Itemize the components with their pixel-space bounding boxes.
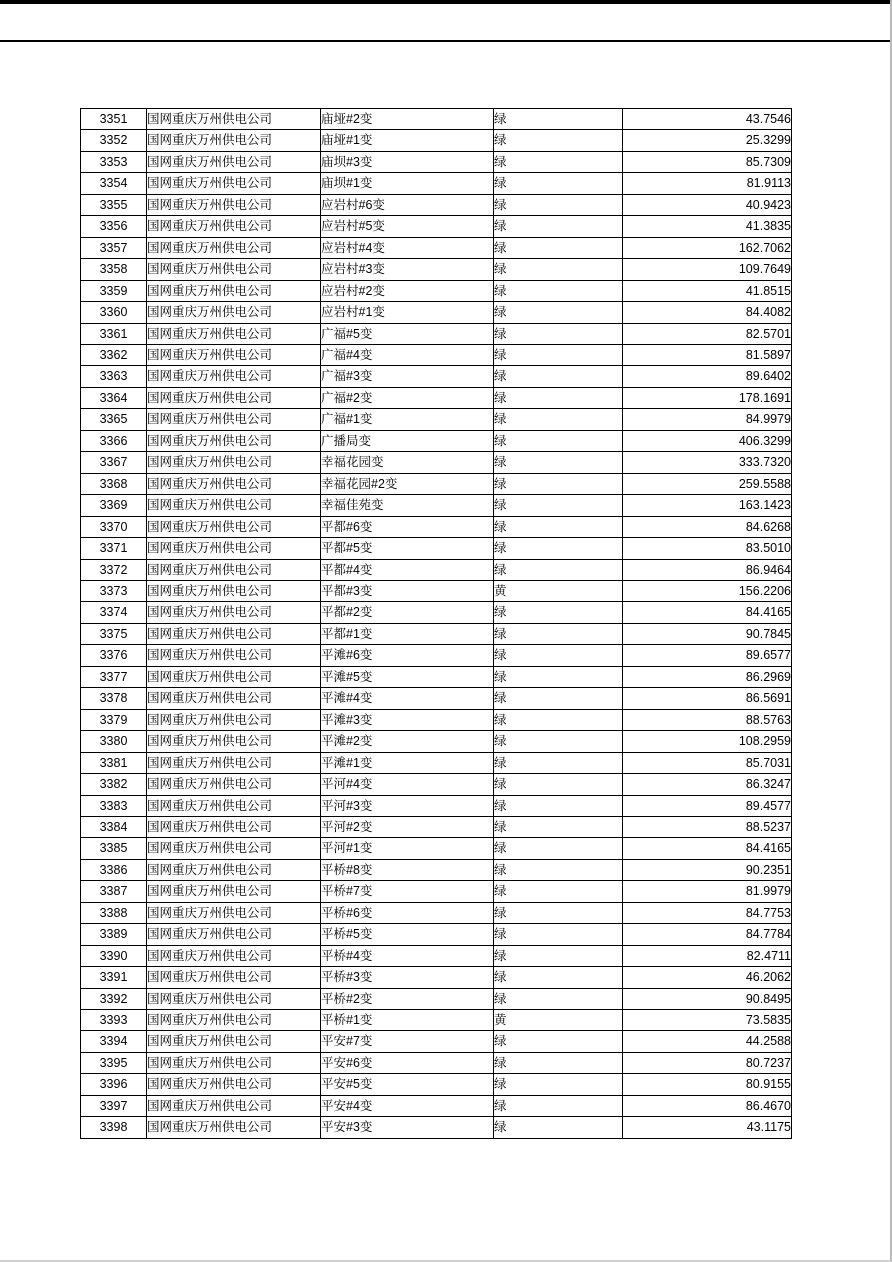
table-row — [81, 988, 792, 1009]
cell-company: 国网重庆万州供电公司 — [147, 366, 321, 387]
cell-station: 广福#2变 — [321, 387, 494, 408]
table-row — [81, 387, 792, 408]
cell-status: 绿 — [494, 280, 623, 301]
cell-company: 国网重庆万州供电公司 — [147, 731, 321, 752]
cell-index: 3357 — [81, 237, 147, 258]
cell-status: 绿 — [494, 516, 623, 537]
cell-status: 绿 — [494, 538, 623, 559]
cell-status: 绿 — [494, 173, 623, 194]
cell-status: 绿 — [494, 902, 623, 923]
cell-status: 绿 — [494, 259, 623, 280]
cell-station: 平河#4变 — [321, 774, 494, 795]
table-row — [81, 1095, 792, 1116]
cell-station: 庙坝#1变 — [321, 173, 494, 194]
cell-company: 国网重庆万州供电公司 — [147, 559, 321, 580]
cell-company: 国网重庆万州供电公司 — [147, 1095, 321, 1116]
cell-value: 86.5691 — [623, 688, 792, 709]
cell-company: 国网重庆万州供电公司 — [147, 173, 321, 194]
cell-company: 国网重庆万州供电公司 — [147, 516, 321, 537]
table-row — [81, 216, 792, 237]
cell-station: 应岩村#3变 — [321, 259, 494, 280]
cell-value: 85.7309 — [623, 151, 792, 172]
cell-station: 平都#6变 — [321, 516, 494, 537]
cell-index: 3364 — [81, 387, 147, 408]
cell-index: 3359 — [81, 280, 147, 301]
cell-company: 国网重庆万州供电公司 — [147, 387, 321, 408]
cell-station: 平安#3变 — [321, 1117, 494, 1138]
cell-index: 3377 — [81, 666, 147, 687]
cell-index: 3362 — [81, 344, 147, 365]
cell-index: 3370 — [81, 516, 147, 537]
cell-status: 绿 — [494, 859, 623, 880]
cell-station: 庙坝#3变 — [321, 151, 494, 172]
cell-company: 国网重庆万州供电公司 — [147, 859, 321, 880]
cell-company: 国网重庆万州供电公司 — [147, 302, 321, 323]
cell-status: 绿 — [494, 366, 623, 387]
cell-company: 国网重庆万州供电公司 — [147, 151, 321, 172]
cell-index: 3360 — [81, 302, 147, 323]
table-row — [81, 602, 792, 623]
cell-value: 89.6402 — [623, 366, 792, 387]
cell-company: 国网重庆万州供电公司 — [147, 988, 321, 1009]
cell-index: 3368 — [81, 473, 147, 494]
cell-station: 广福#5变 — [321, 323, 494, 344]
table-row — [81, 259, 792, 280]
table-row — [81, 430, 792, 451]
cell-station: 广播局变 — [321, 430, 494, 451]
cell-station: 广福#1变 — [321, 409, 494, 430]
cell-company: 国网重庆万州供电公司 — [147, 580, 321, 601]
cell-value: 81.9979 — [623, 881, 792, 902]
cell-index: 3389 — [81, 924, 147, 945]
cell-company: 国网重庆万州供电公司 — [147, 902, 321, 923]
cell-company: 国网重庆万州供电公司 — [147, 194, 321, 215]
cell-index: 3396 — [81, 1074, 147, 1095]
cell-index: 3384 — [81, 816, 147, 837]
cell-company: 国网重庆万州供电公司 — [147, 237, 321, 258]
cell-status: 绿 — [494, 967, 623, 988]
cell-company: 国网重庆万州供电公司 — [147, 1010, 321, 1031]
cell-company: 国网重庆万州供电公司 — [147, 795, 321, 816]
cell-status: 绿 — [494, 344, 623, 365]
cell-value: 90.7845 — [623, 623, 792, 644]
cell-index: 3367 — [81, 452, 147, 473]
cell-station: 平河#2变 — [321, 816, 494, 837]
cell-index: 3393 — [81, 1010, 147, 1031]
cell-index: 3390 — [81, 945, 147, 966]
cell-value: 156.2206 — [623, 580, 792, 601]
cell-index: 3352 — [81, 130, 147, 151]
cell-index: 3355 — [81, 194, 147, 215]
cell-status: 绿 — [494, 216, 623, 237]
table-row — [81, 194, 792, 215]
cell-status: 黄 — [494, 580, 623, 601]
cell-status: 绿 — [494, 323, 623, 344]
cell-station: 应岩村#6变 — [321, 194, 494, 215]
cell-index: 3391 — [81, 967, 147, 988]
cell-company: 国网重庆万州供电公司 — [147, 688, 321, 709]
cell-value: 84.9979 — [623, 409, 792, 430]
table-row — [81, 902, 792, 923]
cell-status: 绿 — [494, 602, 623, 623]
cell-station: 幸福佳苑变 — [321, 495, 494, 516]
table-row — [81, 280, 792, 301]
cell-company: 国网重庆万州供电公司 — [147, 623, 321, 644]
table-row — [81, 173, 792, 194]
table-row — [81, 859, 792, 880]
cell-status: 绿 — [494, 473, 623, 494]
cell-company: 国网重庆万州供电公司 — [147, 967, 321, 988]
cell-status: 绿 — [494, 302, 623, 323]
cell-station: 应岩村#4变 — [321, 237, 494, 258]
cell-company: 国网重庆万州供电公司 — [147, 924, 321, 945]
cell-value: 82.4711 — [623, 945, 792, 966]
cell-station: 平安#6变 — [321, 1052, 494, 1073]
cell-status: 绿 — [494, 988, 623, 1009]
cell-company: 国网重庆万州供电公司 — [147, 109, 321, 130]
cell-value: 333.7320 — [623, 452, 792, 473]
cell-company: 国网重庆万州供电公司 — [147, 495, 321, 516]
cell-index: 3388 — [81, 902, 147, 923]
cell-company: 国网重庆万州供电公司 — [147, 1117, 321, 1138]
cell-index: 3382 — [81, 774, 147, 795]
cell-value: 88.5237 — [623, 816, 792, 837]
cell-index: 3371 — [81, 538, 147, 559]
table-row — [81, 344, 792, 365]
cell-index: 3365 — [81, 409, 147, 430]
cell-value: 406.3299 — [623, 430, 792, 451]
table-body — [81, 109, 792, 1139]
cell-index: 3397 — [81, 1095, 147, 1116]
table-row — [81, 816, 792, 837]
cell-company: 国网重庆万州供电公司 — [147, 1074, 321, 1095]
cell-status: 绿 — [494, 1031, 623, 1052]
cell-index: 3353 — [81, 151, 147, 172]
cell-company: 国网重庆万州供电公司 — [147, 323, 321, 344]
cell-station: 广福#3变 — [321, 366, 494, 387]
table-row — [81, 409, 792, 430]
cell-value: 81.5897 — [623, 344, 792, 365]
cell-station: 幸福花园变 — [321, 452, 494, 473]
cell-index: 3366 — [81, 430, 147, 451]
cell-status: 绿 — [494, 130, 623, 151]
cell-status: 绿 — [494, 1095, 623, 1116]
cell-station: 平滩#2变 — [321, 731, 494, 752]
cell-status: 黄 — [494, 1010, 623, 1031]
cell-value: 109.7649 — [623, 259, 792, 280]
table-row — [81, 1117, 792, 1138]
cell-index: 3372 — [81, 559, 147, 580]
cell-station: 平桥#3变 — [321, 967, 494, 988]
cell-value: 90.8495 — [623, 988, 792, 1009]
cell-status: 绿 — [494, 816, 623, 837]
cell-status: 绿 — [494, 109, 623, 130]
cell-status: 绿 — [494, 1117, 623, 1138]
cell-company: 国网重庆万州供电公司 — [147, 280, 321, 301]
table-row — [81, 838, 792, 859]
cell-company: 国网重庆万州供电公司 — [147, 666, 321, 687]
table-row — [81, 1074, 792, 1095]
cell-value: 80.9155 — [623, 1074, 792, 1095]
cell-station: 平滩#5变 — [321, 666, 494, 687]
cell-index: 3380 — [81, 731, 147, 752]
cell-company: 国网重庆万州供电公司 — [147, 709, 321, 730]
table-row — [81, 623, 792, 644]
table-row — [81, 109, 792, 130]
cell-status: 绿 — [494, 1074, 623, 1095]
table-row — [81, 795, 792, 816]
cell-station: 平桥#5变 — [321, 924, 494, 945]
table-row — [81, 559, 792, 580]
cell-value: 84.4082 — [623, 302, 792, 323]
cell-station: 平都#1变 — [321, 623, 494, 644]
cell-status: 绿 — [494, 430, 623, 451]
cell-company: 国网重庆万州供电公司 — [147, 409, 321, 430]
cell-index: 3395 — [81, 1052, 147, 1073]
cell-station: 平滩#6变 — [321, 645, 494, 666]
cell-company: 国网重庆万州供电公司 — [147, 538, 321, 559]
table-row — [81, 237, 792, 258]
table-row — [81, 1010, 792, 1031]
cell-index: 3363 — [81, 366, 147, 387]
table-row — [81, 666, 792, 687]
cell-station: 平都#5变 — [321, 538, 494, 559]
table-row — [81, 924, 792, 945]
cell-status: 绿 — [494, 881, 623, 902]
cell-company: 国网重庆万州供电公司 — [147, 752, 321, 773]
cell-company: 国网重庆万州供电公司 — [147, 1052, 321, 1073]
cell-station: 应岩村#1变 — [321, 302, 494, 323]
cell-index: 3376 — [81, 645, 147, 666]
cell-status: 绿 — [494, 452, 623, 473]
top-divider-line — [0, 40, 892, 42]
cell-station: 平滩#3变 — [321, 709, 494, 730]
cell-index: 3354 — [81, 173, 147, 194]
cell-station: 庙垭#2变 — [321, 109, 494, 130]
cell-company: 国网重庆万州供电公司 — [147, 473, 321, 494]
cell-station: 广福#4变 — [321, 344, 494, 365]
cell-index: 3373 — [81, 580, 147, 601]
cell-company: 国网重庆万州供电公司 — [147, 645, 321, 666]
cell-station: 应岩村#5变 — [321, 216, 494, 237]
cell-station: 幸福花园#2变 — [321, 473, 494, 494]
table-row — [81, 967, 792, 988]
cell-value: 25.3299 — [623, 130, 792, 151]
cell-value: 41.3835 — [623, 216, 792, 237]
cell-status: 绿 — [494, 1052, 623, 1073]
cell-value: 84.4165 — [623, 602, 792, 623]
cell-status: 绿 — [494, 795, 623, 816]
cell-station: 平滩#1变 — [321, 752, 494, 773]
cell-station: 平桥#4变 — [321, 945, 494, 966]
table-row — [81, 1052, 792, 1073]
cell-station: 平安#7变 — [321, 1031, 494, 1052]
cell-value: 84.6268 — [623, 516, 792, 537]
cell-status: 绿 — [494, 688, 623, 709]
cell-station: 庙垭#1变 — [321, 130, 494, 151]
cell-company: 国网重庆万州供电公司 — [147, 430, 321, 451]
cell-company: 国网重庆万州供电公司 — [147, 838, 321, 859]
table-row — [81, 774, 792, 795]
cell-station: 平河#3变 — [321, 795, 494, 816]
cell-station: 平安#5变 — [321, 1074, 494, 1095]
cell-value: 81.9113 — [623, 173, 792, 194]
cell-station: 平桥#2变 — [321, 988, 494, 1009]
cell-value: 89.4577 — [623, 795, 792, 816]
cell-station: 平河#1变 — [321, 838, 494, 859]
cell-status: 绿 — [494, 731, 623, 752]
table-row — [81, 731, 792, 752]
table-row — [81, 473, 792, 494]
cell-index: 3378 — [81, 688, 147, 709]
cell-index: 3398 — [81, 1117, 147, 1138]
cell-value: 90.2351 — [623, 859, 792, 880]
cell-company: 国网重庆万州供电公司 — [147, 216, 321, 237]
table-row — [81, 538, 792, 559]
cell-company: 国网重庆万州供电公司 — [147, 816, 321, 837]
cell-status: 绿 — [494, 237, 623, 258]
table-row — [81, 302, 792, 323]
table-row — [81, 881, 792, 902]
cell-status: 绿 — [494, 666, 623, 687]
cell-index: 3379 — [81, 709, 147, 730]
cell-value: 40.9423 — [623, 194, 792, 215]
cell-status: 绿 — [494, 559, 623, 580]
cell-value: 82.5701 — [623, 323, 792, 344]
cell-status: 绿 — [494, 752, 623, 773]
cell-station: 应岩村#2变 — [321, 280, 494, 301]
cell-status: 绿 — [494, 774, 623, 795]
cell-index: 3358 — [81, 259, 147, 280]
cell-company: 国网重庆万州供电公司 — [147, 774, 321, 795]
cell-value: 43.1175 — [623, 1117, 792, 1138]
cell-company: 国网重庆万州供电公司 — [147, 344, 321, 365]
cell-value: 85.7031 — [623, 752, 792, 773]
cell-status: 绿 — [494, 945, 623, 966]
cell-status: 绿 — [494, 924, 623, 945]
cell-status: 绿 — [494, 495, 623, 516]
cell-value: 44.2588 — [623, 1031, 792, 1052]
cell-value: 86.2969 — [623, 666, 792, 687]
cell-index: 3374 — [81, 602, 147, 623]
cell-value: 163.1423 — [623, 495, 792, 516]
cell-value: 41.8515 — [623, 280, 792, 301]
cell-station: 平桥#8变 — [321, 859, 494, 880]
table-row — [81, 709, 792, 730]
cell-station: 平都#4变 — [321, 559, 494, 580]
table-row — [81, 752, 792, 773]
cell-value: 108.2959 — [623, 731, 792, 752]
cell-company: 国网重庆万州供电公司 — [147, 945, 321, 966]
cell-station: 平桥#7变 — [321, 881, 494, 902]
cell-value: 73.5835 — [623, 1010, 792, 1031]
cell-station: 平都#2变 — [321, 602, 494, 623]
cell-value: 162.7062 — [623, 237, 792, 258]
cell-index: 3361 — [81, 323, 147, 344]
cell-index: 3356 — [81, 216, 147, 237]
table-row — [81, 366, 792, 387]
cell-station: 平桥#1变 — [321, 1010, 494, 1031]
cell-value: 86.9464 — [623, 559, 792, 580]
cell-index: 3369 — [81, 495, 147, 516]
cell-value: 84.7753 — [623, 902, 792, 923]
table-row — [81, 945, 792, 966]
cell-value: 86.4670 — [623, 1095, 792, 1116]
cell-index: 3392 — [81, 988, 147, 1009]
data-table — [80, 108, 792, 1139]
cell-company: 国网重庆万州供电公司 — [147, 452, 321, 473]
table-row — [81, 452, 792, 473]
cell-value: 83.5010 — [623, 538, 792, 559]
table-row — [81, 1031, 792, 1052]
cell-index: 3351 — [81, 109, 147, 130]
cell-status: 绿 — [494, 194, 623, 215]
cell-company: 国网重庆万州供电公司 — [147, 259, 321, 280]
table-row — [81, 130, 792, 151]
cell-status: 绿 — [494, 623, 623, 644]
cell-status: 绿 — [494, 645, 623, 666]
cell-index: 3381 — [81, 752, 147, 773]
table-row — [81, 580, 792, 601]
table-row — [81, 151, 792, 172]
cell-index: 3394 — [81, 1031, 147, 1052]
table-row — [81, 688, 792, 709]
cell-company: 国网重庆万州供电公司 — [147, 881, 321, 902]
table-row — [81, 495, 792, 516]
cell-value: 86.3247 — [623, 774, 792, 795]
cell-value: 46.2062 — [623, 967, 792, 988]
cell-station: 平滩#4变 — [321, 688, 494, 709]
cell-station: 平都#3变 — [321, 580, 494, 601]
table-row — [81, 323, 792, 344]
cell-index: 3386 — [81, 859, 147, 880]
cell-company: 国网重庆万州供电公司 — [147, 130, 321, 151]
cell-index: 3383 — [81, 795, 147, 816]
cell-value: 259.5588 — [623, 473, 792, 494]
cell-station: 平安#4变 — [321, 1095, 494, 1116]
cell-value: 43.7546 — [623, 109, 792, 130]
table-row — [81, 645, 792, 666]
cell-status: 绿 — [494, 387, 623, 408]
cell-company: 国网重庆万州供电公司 — [147, 1031, 321, 1052]
cell-value: 89.6577 — [623, 645, 792, 666]
cell-status: 绿 — [494, 709, 623, 730]
cell-value: 84.7784 — [623, 924, 792, 945]
cell-company: 国网重庆万州供电公司 — [147, 602, 321, 623]
table-container — [80, 108, 792, 1139]
cell-status: 绿 — [494, 838, 623, 859]
cell-value: 88.5763 — [623, 709, 792, 730]
cell-index: 3387 — [81, 881, 147, 902]
cell-value: 178.1691 — [623, 387, 792, 408]
cell-value: 80.7237 — [623, 1052, 792, 1073]
cell-index: 3375 — [81, 623, 147, 644]
top-black-bar — [0, 0, 892, 4]
cell-value: 84.4165 — [623, 838, 792, 859]
table-row — [81, 516, 792, 537]
cell-index: 3385 — [81, 838, 147, 859]
cell-status: 绿 — [494, 409, 623, 430]
cell-status: 绿 — [494, 151, 623, 172]
cell-station: 平桥#6变 — [321, 902, 494, 923]
